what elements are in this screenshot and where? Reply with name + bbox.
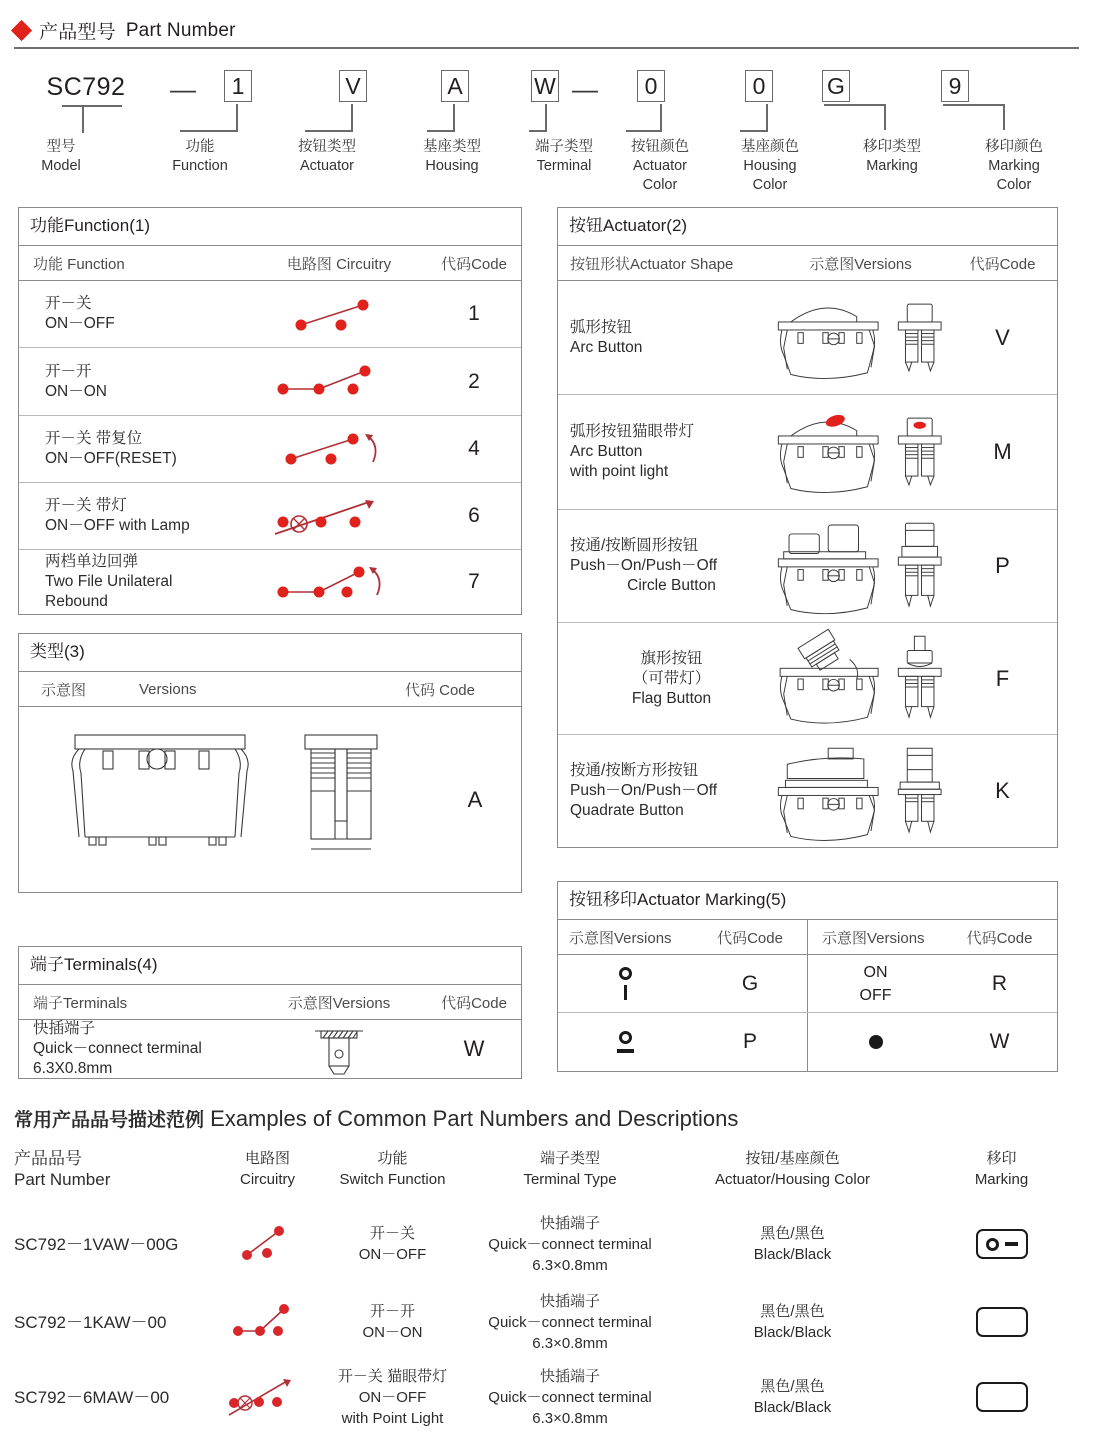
table-row bbox=[19, 416, 521, 483]
actuator-name: 按通/按断圆形按钮 Push－On/Push－Off Circle Button bbox=[570, 537, 718, 594]
example-terminal-type: 快插端子 Quick－connect terminal 6.3×0.8mm bbox=[488, 1367, 652, 1427]
pn-label-marking: 移印类型 Marking bbox=[863, 139, 921, 174]
marking-code-r: R bbox=[991, 971, 1008, 995]
pn-label-housing-color: 基座颜色 Housing Color bbox=[741, 139, 799, 193]
terminal-code: W bbox=[463, 1036, 485, 1061]
pn-label-actuator: 按钮类型 Actuator bbox=[298, 139, 356, 174]
circuit-diagram-on-on bbox=[249, 357, 429, 407]
function-name: 开－关 带复位 ON－OFF(RESET) bbox=[45, 430, 177, 467]
marking-symbol-filled-dot bbox=[808, 1035, 943, 1049]
page-title bbox=[14, 17, 236, 44]
function-name: 开－关 带灯 ON－OFF with Lamp bbox=[45, 497, 190, 534]
marking-badge-circle-dash bbox=[976, 1229, 1028, 1259]
table-row bbox=[19, 281, 521, 348]
model-leader-line bbox=[62, 105, 122, 133]
actuator-code: V bbox=[995, 324, 1010, 350]
example-colors: 黑色/黑色 Black/Black bbox=[753, 1378, 832, 1416]
example-function: 开－关 ON－OFF bbox=[358, 1225, 427, 1263]
example-row bbox=[0, 1358, 1093, 1436]
example-marking-badge bbox=[910, 1382, 1093, 1412]
pn-label-terminal: 端子类型 Terminal bbox=[535, 139, 593, 174]
marking-code-w: W bbox=[989, 1030, 1010, 1053]
col-versions-left: 示意图Versions bbox=[569, 929, 672, 947]
dash-2: — bbox=[572, 74, 598, 104]
marking-table bbox=[557, 881, 1058, 1072]
actuator-drawing-arc bbox=[773, 288, 948, 388]
ex-col-marking: 移印 Marking bbox=[974, 1150, 1029, 1188]
actuator-drawing-flag bbox=[773, 627, 948, 731]
actuator-code: F bbox=[995, 665, 1010, 691]
marking-table-header bbox=[558, 920, 1057, 955]
dash-icon bbox=[617, 1049, 634, 1053]
actuator-code: M bbox=[993, 439, 1012, 464]
circle-icon bbox=[986, 1238, 999, 1251]
function-name: 开－开 ON－ON bbox=[45, 362, 108, 400]
example-marking-badge bbox=[910, 1229, 1093, 1259]
circuit-diagram-on-off bbox=[249, 289, 429, 339]
marking-text-on: ON bbox=[863, 963, 888, 981]
table-row bbox=[19, 483, 521, 550]
actuator-drawing-quadrate bbox=[773, 739, 948, 843]
marking-badge-blank bbox=[976, 1382, 1028, 1412]
marking-badge-blank bbox=[976, 1307, 1028, 1337]
pn-leader-terminal bbox=[529, 104, 547, 130]
pn-leader-housing-color bbox=[740, 104, 768, 130]
pn-leader-function bbox=[180, 104, 238, 130]
function-code: 6 bbox=[468, 504, 480, 527]
col-code: 代码Code bbox=[441, 994, 507, 1012]
part-number-model: SC792 bbox=[46, 73, 126, 101]
table-row bbox=[558, 735, 1057, 847]
examples-table-header bbox=[0, 1148, 1093, 1190]
ex-col-actuator-housing-color: 按钮/基座颜色 Actuator/Housing Color bbox=[714, 1150, 871, 1188]
page-title-en: Part Number bbox=[125, 19, 236, 41]
circle-icon bbox=[619, 967, 632, 980]
pn-box-housing-color: 0 bbox=[745, 70, 773, 102]
circuit-diagram-two-file bbox=[249, 556, 429, 608]
pn-box-function: 1 bbox=[224, 70, 252, 102]
ex-col-circuitry: 电路图 Circuitry bbox=[240, 1150, 295, 1188]
col-versions-cn: 示意图 bbox=[41, 681, 87, 699]
table-row bbox=[19, 1020, 521, 1078]
marking-table-caption: 按钮移印Actuator Marking(5) bbox=[558, 882, 1057, 920]
circuit-diagram-on-off-reset bbox=[249, 423, 429, 475]
actuator-name: 按通/按断方形按钮 Push－On/Push－Off Quadrate Button bbox=[570, 762, 718, 819]
ex-col-switch-function: 功能 Switch Function bbox=[339, 1150, 446, 1188]
pn-box-marking: G bbox=[822, 70, 850, 102]
marking-symbol-circle-bar bbox=[558, 967, 693, 1000]
actuator-code: K bbox=[995, 778, 1010, 803]
pn-box-housing: A bbox=[441, 70, 469, 102]
actuator-name: 弧形按钮猫眼带灯 Arc Button with point light bbox=[570, 423, 695, 480]
pn-label-actuator-color: 按钮颜色 Actuator Color bbox=[631, 139, 689, 193]
pn-leader-marking bbox=[824, 104, 886, 130]
col-actuator-shape: 按钮形状Actuator Shape bbox=[570, 255, 734, 273]
col-code-left: 代码Code bbox=[693, 920, 808, 954]
table-row bbox=[558, 510, 1057, 623]
ex-col-part-number: 产品品号 Part Number bbox=[14, 1149, 111, 1189]
function-table-header bbox=[19, 246, 521, 281]
table-row bbox=[558, 395, 1057, 510]
type-table-caption: 类型(3) bbox=[19, 634, 521, 672]
example-function: 开－关 猫眼带灯 ON－OFF with Point Light bbox=[337, 1367, 448, 1427]
type-code: A bbox=[467, 786, 483, 812]
ex-col-terminal-type: 端子类型 Terminal Type bbox=[523, 1150, 617, 1188]
housing-drawing bbox=[19, 725, 429, 875]
pn-box-actuator-color: 0 bbox=[637, 70, 665, 102]
col-terminals: 端子Terminals bbox=[33, 994, 128, 1012]
example-circuit-on-on bbox=[215, 1299, 320, 1345]
dash-1: — bbox=[170, 74, 196, 104]
examples-title-en: Examples of Common Part Numbers and Descriptions bbox=[210, 1106, 739, 1131]
examples-title-cn: 常用产品品号描述范例 bbox=[14, 1110, 205, 1131]
pn-leader-marking-color bbox=[943, 104, 1005, 130]
actuator-name: 弧形按钮 Arc Button bbox=[570, 318, 643, 356]
marking-symbol-circle-dash bbox=[558, 1031, 693, 1053]
header-divider bbox=[14, 47, 1079, 49]
circuit-diagram-on-off-lamp bbox=[249, 490, 429, 542]
example-terminal-type: 快插端子 Quick－connect terminal 6.3×0.8mm bbox=[488, 1292, 652, 1352]
actuator-name: 旗形按钮 （可带灯） Flag Button bbox=[631, 649, 712, 707]
function-code: 1 bbox=[468, 302, 480, 325]
pn-box-actuator: V bbox=[339, 70, 367, 102]
example-circuit-on-off bbox=[215, 1221, 320, 1267]
col-function: 功能 Function bbox=[33, 255, 125, 273]
pn-box-terminal: W bbox=[531, 70, 559, 102]
actuator-drawing-arc-light bbox=[773, 402, 948, 502]
example-colors: 黑色/黑色 Black/Black bbox=[753, 1225, 832, 1263]
col-code-right: 代码Code bbox=[966, 929, 1033, 947]
col-versions-en: Versions bbox=[139, 680, 197, 698]
example-function: 开－开 ON－ON bbox=[362, 1303, 423, 1341]
example-terminal-type: 快插端子 Quick－connect terminal 6.3×0.8mm bbox=[488, 1214, 652, 1274]
table-row bbox=[19, 550, 521, 614]
pn-leader-actuator bbox=[305, 104, 353, 130]
col-code: 代码 Code bbox=[404, 681, 475, 699]
table-row bbox=[558, 1013, 1057, 1071]
pn-label-function: 功能 Function bbox=[172, 139, 228, 174]
terminal-drawing-quick-connect bbox=[249, 1021, 429, 1077]
page-title-cn: 产品型号 bbox=[39, 22, 116, 43]
actuator-table bbox=[557, 207, 1058, 848]
marking-symbol-on-off-text bbox=[808, 961, 943, 1007]
table-row bbox=[558, 955, 1057, 1013]
filled-dot-icon bbox=[869, 1035, 883, 1049]
terminals-table-header bbox=[19, 985, 521, 1020]
actuator-table-caption: 按钮Actuator(2) bbox=[558, 208, 1057, 246]
function-code: 7 bbox=[468, 570, 480, 593]
model-label: 型号 Model bbox=[41, 139, 81, 174]
function-code: 4 bbox=[468, 437, 480, 460]
circle-icon bbox=[619, 1031, 632, 1044]
function-name: 两档单边回弹 Two File Unilateral Rebound bbox=[45, 553, 173, 610]
example-part-number: SC792－1KAW－00 bbox=[14, 1312, 167, 1332]
table-row bbox=[19, 707, 521, 892]
col-versions: 示意图Versions bbox=[809, 255, 912, 273]
function-table bbox=[18, 207, 522, 615]
example-row bbox=[0, 1283, 1093, 1361]
col-versions: 示意图Versions bbox=[287, 994, 391, 1012]
marking-code-p: P bbox=[693, 1013, 808, 1071]
table-row bbox=[558, 281, 1057, 395]
col-circuitry: 电路图 Circuitry bbox=[286, 255, 392, 273]
table-row bbox=[19, 348, 521, 416]
function-name: 开－关 ON－OFF bbox=[45, 295, 115, 332]
pn-box-marking-color: 9 bbox=[941, 70, 969, 102]
col-code: 代码Code bbox=[441, 255, 507, 273]
pn-label-marking-color: 移印颜色 Marking Color bbox=[985, 139, 1043, 193]
marking-text-off: OFF bbox=[859, 986, 892, 1004]
terminals-table-caption: 端子Terminals(4) bbox=[19, 947, 521, 985]
function-code: 2 bbox=[468, 369, 480, 393]
example-row bbox=[0, 1205, 1093, 1283]
example-circuit-on-off-lamp bbox=[215, 1373, 320, 1421]
pn-label-housing: 基座类型 Housing bbox=[423, 139, 481, 174]
example-part-number: SC792－1VAW－00G bbox=[14, 1234, 179, 1254]
col-versions-right: 示意图Versions bbox=[822, 929, 925, 947]
type-table-header bbox=[19, 672, 521, 707]
actuator-table-header bbox=[558, 246, 1057, 281]
table-row bbox=[558, 623, 1057, 735]
pn-leader-actuator-color bbox=[626, 104, 662, 130]
terminal-name: 快插端子 Quick－connect terminal 6.3X0.8mm bbox=[33, 1020, 202, 1077]
dash-icon bbox=[1005, 1242, 1018, 1245]
actuator-code: P bbox=[995, 553, 1010, 578]
function-table-caption: 功能Function(1) bbox=[19, 208, 521, 246]
col-code: 代码Code bbox=[969, 255, 1036, 273]
examples-title bbox=[14, 1106, 738, 1132]
example-part-number: SC792－6MAW－00 bbox=[14, 1387, 170, 1407]
example-colors: 黑色/黑色 Black/Black bbox=[753, 1303, 832, 1341]
type-table bbox=[18, 633, 522, 893]
example-marking-badge bbox=[910, 1307, 1093, 1337]
diamond-bullet-icon bbox=[11, 20, 32, 41]
bar-icon bbox=[624, 985, 627, 1000]
pn-leader-housing bbox=[427, 104, 455, 130]
actuator-drawing-circle bbox=[773, 514, 948, 618]
marking-code-g: G bbox=[693, 955, 808, 1012]
terminals-table bbox=[18, 946, 522, 1079]
